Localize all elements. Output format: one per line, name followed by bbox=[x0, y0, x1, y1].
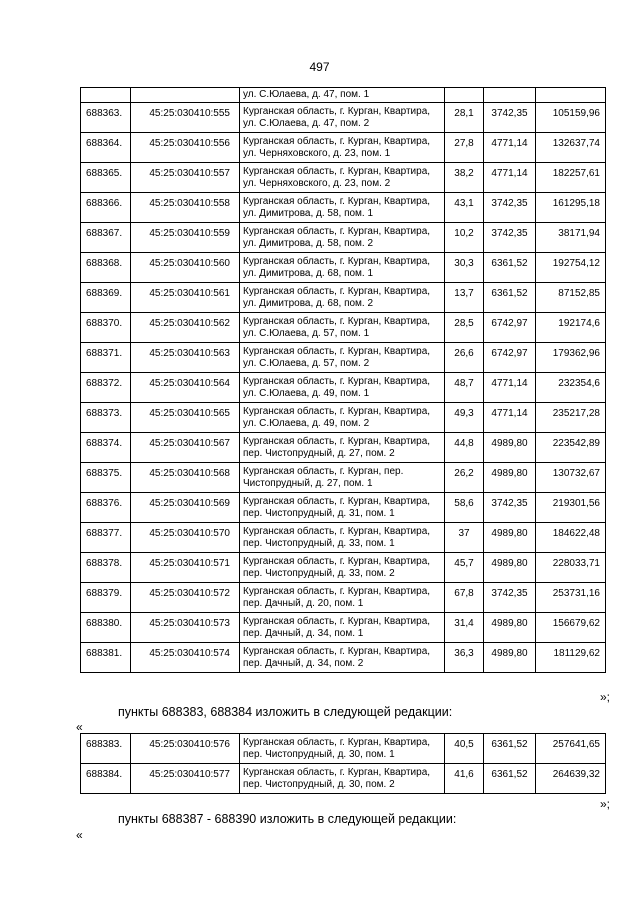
cell-cost: 257641,65 bbox=[536, 734, 606, 764]
cell-address: Курганская область, г. Курган, Квартира, ул. Черняховского, д. 23, пом. 2 bbox=[240, 163, 445, 193]
cell-cadastral: 45:25:030410:562 bbox=[131, 313, 240, 343]
cell-cost: 192174,6 bbox=[536, 313, 606, 343]
cell-cadastral: 45:25:030410:558 bbox=[131, 193, 240, 223]
cell-cost: 179362,96 bbox=[536, 343, 606, 373]
table-row bbox=[81, 433, 606, 463]
cell-area: 40,5 bbox=[445, 734, 484, 764]
cell-area: 48,7 bbox=[445, 373, 484, 403]
page-number: 497 bbox=[309, 60, 330, 74]
table-row bbox=[81, 463, 606, 493]
cell-number: 688378. bbox=[81, 553, 131, 583]
cell-number: 688383. bbox=[81, 734, 131, 764]
cell-cadastral: 45:25:030410:555 bbox=[131, 103, 240, 133]
cell-number: 688369. bbox=[81, 283, 131, 313]
cell-cadastral: 45:25:030410:559 bbox=[131, 223, 240, 253]
cell-number: 688384. bbox=[81, 764, 131, 794]
cell-area: 41,6 bbox=[445, 764, 484, 794]
cell-price: 3742,35 bbox=[484, 223, 536, 253]
table-row bbox=[81, 643, 606, 673]
cell-address: Курганская область, г. Курган, Квартира, пер. Дачный, д. 20, пом. 1 bbox=[240, 583, 445, 613]
cell-cadastral: 45:25:030410:565 bbox=[131, 403, 240, 433]
closing-quote: »; bbox=[599, 690, 610, 704]
cell-cadastral: 45:25:030410:568 bbox=[131, 463, 240, 493]
cell-price: 4989,80 bbox=[484, 433, 536, 463]
cell-price: 4989,80 bbox=[484, 463, 536, 493]
cell-number: 688380. bbox=[81, 613, 131, 643]
cell-cadastral: 45:25:030410:560 bbox=[131, 253, 240, 283]
table-row-continuation bbox=[81, 88, 606, 103]
cell-price: 3742,35 bbox=[484, 103, 536, 133]
cell-price bbox=[484, 88, 536, 103]
cell-cadastral: 45:25:030410:572 bbox=[131, 583, 240, 613]
cell-cadastral: 45:25:030410:577 bbox=[131, 764, 240, 794]
cell-number: 688373. bbox=[81, 403, 131, 433]
table-row bbox=[81, 734, 606, 764]
property-table-body bbox=[81, 88, 606, 673]
cell-cost: 38171,94 bbox=[536, 223, 606, 253]
table-row bbox=[81, 373, 606, 403]
cell-area: 27,8 bbox=[445, 133, 484, 163]
cell-number: 688368. bbox=[81, 253, 131, 283]
cell-number: 688365. bbox=[81, 163, 131, 193]
cell-address: Курганская область, г. Курган, Квартира, ул. Димитрова, д. 58, пом. 1 bbox=[240, 193, 445, 223]
cell-cadastral: 45:25:030410:571 bbox=[131, 553, 240, 583]
cell-cost: 232354,6 bbox=[536, 373, 606, 403]
cell-cost: 156679,62 bbox=[536, 613, 606, 643]
cell-number: 688363. bbox=[81, 103, 131, 133]
cell-cost: 182257,61 bbox=[536, 163, 606, 193]
cell-price: 6742,97 bbox=[484, 313, 536, 343]
cell-number: 688377. bbox=[81, 523, 131, 553]
cell-price: 6361,52 bbox=[484, 764, 536, 794]
table-row bbox=[81, 493, 606, 523]
cell-price: 4989,80 bbox=[484, 643, 536, 673]
cell-number bbox=[81, 88, 131, 103]
amendment-instruction: пункты 688387 - 688390 изложить в следующей редакции: bbox=[118, 812, 457, 826]
amendment-instruction: пункты 688383, 688384 изложить в следующей редакции: bbox=[118, 705, 453, 719]
table-row bbox=[81, 283, 606, 313]
cell-price: 6361,52 bbox=[484, 253, 536, 283]
cell-cadastral: 45:25:030410:569 bbox=[131, 493, 240, 523]
cell-area: 67,8 bbox=[445, 583, 484, 613]
cell-number: 688371. bbox=[81, 343, 131, 373]
cell-cadastral: 45:25:030410:574 bbox=[131, 643, 240, 673]
cell-number: 688374. bbox=[81, 433, 131, 463]
cell-area: 31,4 bbox=[445, 613, 484, 643]
cell-area: 28,1 bbox=[445, 103, 484, 133]
cell-area: 58,6 bbox=[445, 493, 484, 523]
table-row bbox=[81, 163, 606, 193]
cell-area: 26,6 bbox=[445, 343, 484, 373]
cell-price: 3742,35 bbox=[484, 193, 536, 223]
cell-area: 26,2 bbox=[445, 463, 484, 493]
cell-cost: 223542,89 bbox=[536, 433, 606, 463]
table-row bbox=[81, 764, 606, 794]
cell-area: 49,3 bbox=[445, 403, 484, 433]
cell-price: 6361,52 bbox=[484, 734, 536, 764]
cell-address: Курганская область, г. Курган, Квартира, пер. Дачный, д. 34, пом. 2 bbox=[240, 643, 445, 673]
cell-price: 4989,80 bbox=[484, 613, 536, 643]
cell-area: 36,3 bbox=[445, 643, 484, 673]
cell-cadastral bbox=[131, 88, 240, 103]
cell-area: 28,5 bbox=[445, 313, 484, 343]
table-row bbox=[81, 583, 606, 613]
opening-quote: « bbox=[76, 828, 83, 842]
cell-cost: 184622,48 bbox=[536, 523, 606, 553]
cell-address: Курганская область, г. Курган, Квартира, пер. Чистопрудный, д. 27, пом. 2 bbox=[240, 433, 445, 463]
table-row bbox=[81, 523, 606, 553]
cell-cost: 219301,56 bbox=[536, 493, 606, 523]
cell-cadastral: 45:25:030410:561 bbox=[131, 283, 240, 313]
cell-price: 4989,80 bbox=[484, 553, 536, 583]
cell-address: Курганская область, г. Курган, Квартира, пер. Чистопрудный, д. 33, пом. 1 bbox=[240, 523, 445, 553]
cell-area: 44,8 bbox=[445, 433, 484, 463]
table-row bbox=[81, 133, 606, 163]
cell-cadastral: 45:25:030410:567 bbox=[131, 433, 240, 463]
cell-cadastral: 45:25:030410:570 bbox=[131, 523, 240, 553]
cell-cadastral: 45:25:030410:556 bbox=[131, 133, 240, 163]
cell-address: Курганская область, г. Курган, Квартира, пер. Дачный, д. 34, пом. 1 bbox=[240, 613, 445, 643]
cell-number: 688366. bbox=[81, 193, 131, 223]
cell-number: 688375. bbox=[81, 463, 131, 493]
cell-number: 688370. bbox=[81, 313, 131, 343]
cell-address: Курганская область, г. Курган, Квартира, ул. С.Юлаева, д. 57, пом. 2 bbox=[240, 343, 445, 373]
cell-address: Курганская область, г. Курган, Квартира, ул. Димитрова, д. 58, пом. 2 bbox=[240, 223, 445, 253]
cell-area: 38,2 bbox=[445, 163, 484, 193]
cell-address: Курганская область, г. Курган, Квартира, ул. Черняховского, д. 23, пом. 1 bbox=[240, 133, 445, 163]
opening-quote: « bbox=[76, 720, 83, 734]
cell-price: 3742,35 bbox=[484, 493, 536, 523]
cell-price: 4771,14 bbox=[484, 373, 536, 403]
table-row bbox=[81, 193, 606, 223]
cell-price: 4771,14 bbox=[484, 163, 536, 193]
cell-cadastral: 45:25:030410:573 bbox=[131, 613, 240, 643]
cell-address: ул. С.Юлаева, д. 47, пом. 1 bbox=[240, 88, 445, 103]
table-row bbox=[81, 343, 606, 373]
table-row bbox=[81, 403, 606, 433]
cell-cost: 253731,16 bbox=[536, 583, 606, 613]
cell-cadastral: 45:25:030410:563 bbox=[131, 343, 240, 373]
cell-cost: 192754,12 bbox=[536, 253, 606, 283]
cell-price: 4771,14 bbox=[484, 403, 536, 433]
cell-price: 4989,80 bbox=[484, 523, 536, 553]
cell-cost: 87152,85 bbox=[536, 283, 606, 313]
cell-area: 10,2 bbox=[445, 223, 484, 253]
cell-area: 30,3 bbox=[445, 253, 484, 283]
cell-area: 43,1 bbox=[445, 193, 484, 223]
amended-property-table-body bbox=[81, 734, 606, 794]
amended-property-table bbox=[80, 733, 606, 794]
cell-address: Курганская область, г. Курган, Квартира, пер. Чистопрудный, д. 33, пом. 2 bbox=[240, 553, 445, 583]
cell-cost: 105159,96 bbox=[536, 103, 606, 133]
cell-cost: 132637,74 bbox=[536, 133, 606, 163]
cell-address: Курганская область, г. Курган, Квартира, ул. С.Юлаева, д. 49, пом. 2 bbox=[240, 403, 445, 433]
cell-number: 688372. bbox=[81, 373, 131, 403]
cell-price: 6361,52 bbox=[484, 283, 536, 313]
cell-address: Курганская область, г. Курган, Квартира, пер. Чистопрудный, д. 30, пом. 2 bbox=[240, 764, 445, 794]
cell-area: 37 bbox=[445, 523, 484, 553]
cell-cost: 161295,18 bbox=[536, 193, 606, 223]
cell-cost: 130732,67 bbox=[536, 463, 606, 493]
cell-number: 688379. bbox=[81, 583, 131, 613]
table-row bbox=[81, 553, 606, 583]
cell-area: 13,7 bbox=[445, 283, 484, 313]
table-row bbox=[81, 253, 606, 283]
cell-address: Курганская область, г. Курган, Квартира, ул. Димитрова, д. 68, пом. 1 bbox=[240, 253, 445, 283]
cell-cadastral: 45:25:030410:557 bbox=[131, 163, 240, 193]
cell-area bbox=[445, 88, 484, 103]
property-table bbox=[80, 87, 606, 673]
cell-cadastral: 45:25:030410:576 bbox=[131, 734, 240, 764]
closing-quote: »; bbox=[599, 797, 610, 811]
cell-price: 3742,35 bbox=[484, 583, 536, 613]
cell-address: Курганская область, г. Курган, Квартира, пер. Чистопрудный, д. 30, пом. 1 bbox=[240, 734, 445, 764]
cell-price: 6742,97 bbox=[484, 343, 536, 373]
cell-price: 4771,14 bbox=[484, 133, 536, 163]
cell-cost: 181129,62 bbox=[536, 643, 606, 673]
cell-address: Курганская область, г. Курган, Квартира, ул. С.Юлаева, д. 57, пом. 1 bbox=[240, 313, 445, 343]
cell-address: Курганская область, г. Курган, Квартира, пер. Чистопрудный, д. 31, пом. 1 bbox=[240, 493, 445, 523]
cell-cadastral: 45:25:030410:564 bbox=[131, 373, 240, 403]
table-row bbox=[81, 223, 606, 253]
cell-cost: 228033,71 bbox=[536, 553, 606, 583]
cell-number: 688381. bbox=[81, 643, 131, 673]
cell-area: 45,7 bbox=[445, 553, 484, 583]
cell-address: Курганская область, г. Курган, Квартира, ул. Димитрова, д. 68, пом. 2 bbox=[240, 283, 445, 313]
cell-cost bbox=[536, 88, 606, 103]
cell-cost: 264639,32 bbox=[536, 764, 606, 794]
table-row bbox=[81, 313, 606, 343]
cell-number: 688364. bbox=[81, 133, 131, 163]
cell-number: 688376. bbox=[81, 493, 131, 523]
cell-cost: 235217,28 bbox=[536, 403, 606, 433]
table-row bbox=[81, 103, 606, 133]
cell-number: 688367. bbox=[81, 223, 131, 253]
cell-address: Курганская область, г. Курган, Квартира, ул. С.Юлаева, д. 49, пом. 1 bbox=[240, 373, 445, 403]
cell-address: Курганская область, г. Курган, пер. Чистопрудный, д. 27, пом. 1 bbox=[240, 463, 445, 493]
table-row bbox=[81, 613, 606, 643]
cell-address: Курганская область, г. Курган, Квартира, ул. С.Юлаева, д. 47, пом. 2 bbox=[240, 103, 445, 133]
